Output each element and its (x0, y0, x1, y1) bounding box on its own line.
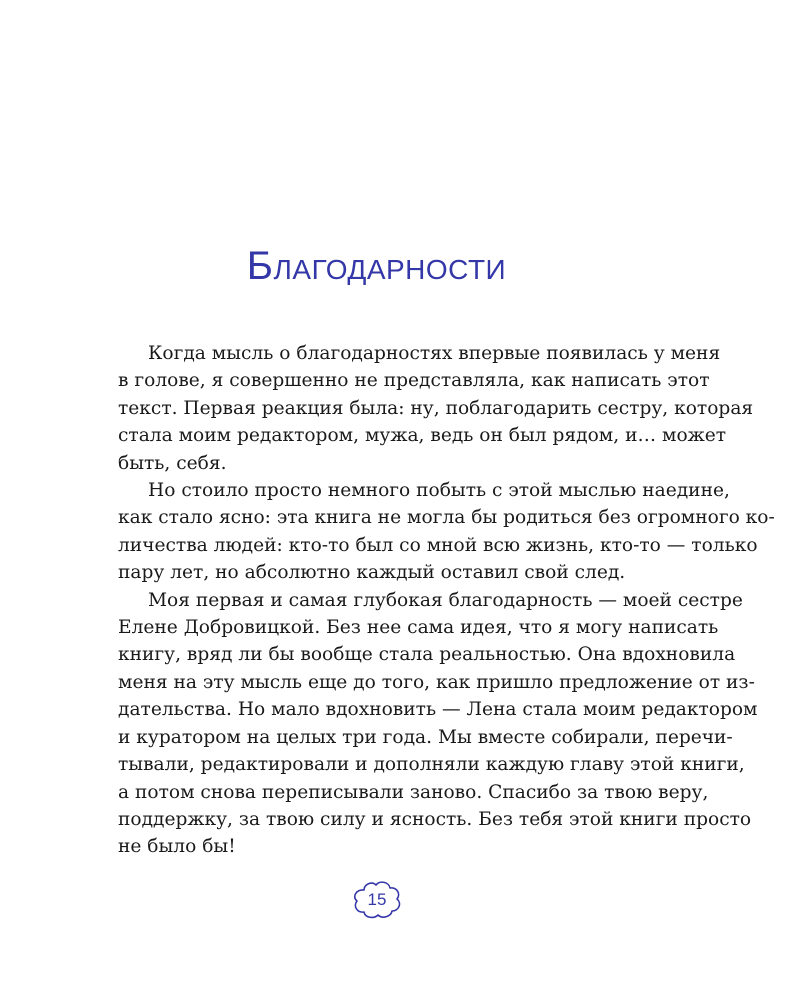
text-line: стала моим редактором, мужа, ведь он был рядом, и… может (118, 425, 727, 447)
page-number-badge (350, 878, 404, 922)
text-line: Елене Добровицкой. Без нее сама идея, что я могу написать (118, 617, 719, 639)
text-line: дательства. Но мало вдохновить — Лена стала моим редактором (118, 699, 758, 721)
text-line: текст. Первая реакция была: ну, поблагодарить сестру, которая (118, 397, 754, 419)
text-line: пару лет, но абсолютно каждый оставил свой след. (118, 562, 626, 584)
text-line: Когда мысль о благодарностях впервые появилась у меня (148, 343, 721, 364)
text-line: как стало ясно: эта книга не могла бы родиться без огромного ко- (118, 507, 775, 529)
text-line: Моя первая и самая глубокая благодарность — моей сестре (148, 589, 743, 611)
text-line: в голове, я совершенно не представляла, как написать этот (118, 370, 710, 392)
text-line: поддержку, за твою силу и ясность. Без тебя этой книги просто (118, 808, 752, 830)
paragraph-2 (118, 477, 775, 587)
text-line: личества людей: кто-то был со мной всю жизнь, кто-то — только (118, 534, 758, 556)
text-line: не было бы! (118, 836, 236, 858)
page-number: 15 (367, 890, 387, 909)
text-line: а потом снова переписывали заново. Спасибо за твою веру, (118, 781, 709, 803)
chapter-heading: Благодарности (246, 244, 507, 288)
text-line: меня на эту мысль еще до того, как пришло предложение от из- (118, 671, 755, 693)
text-line: книгу, вряд ли бы вообще стала реальностью. Она вдохновила (118, 644, 736, 666)
paragraph-3 (118, 587, 758, 861)
paragraph-1 (118, 340, 754, 477)
text-line: тывали, редактировали и дополняли каждую главу этой книги, (118, 754, 745, 776)
text-line: Но стоило просто немного побыть с этой мыслью наедине, (148, 480, 730, 502)
text-line: и куратором на целых три года. Мы вместе собирали, перечи- (118, 726, 733, 748)
body-text (118, 340, 775, 861)
text-line: быть, себя. (118, 452, 227, 474)
